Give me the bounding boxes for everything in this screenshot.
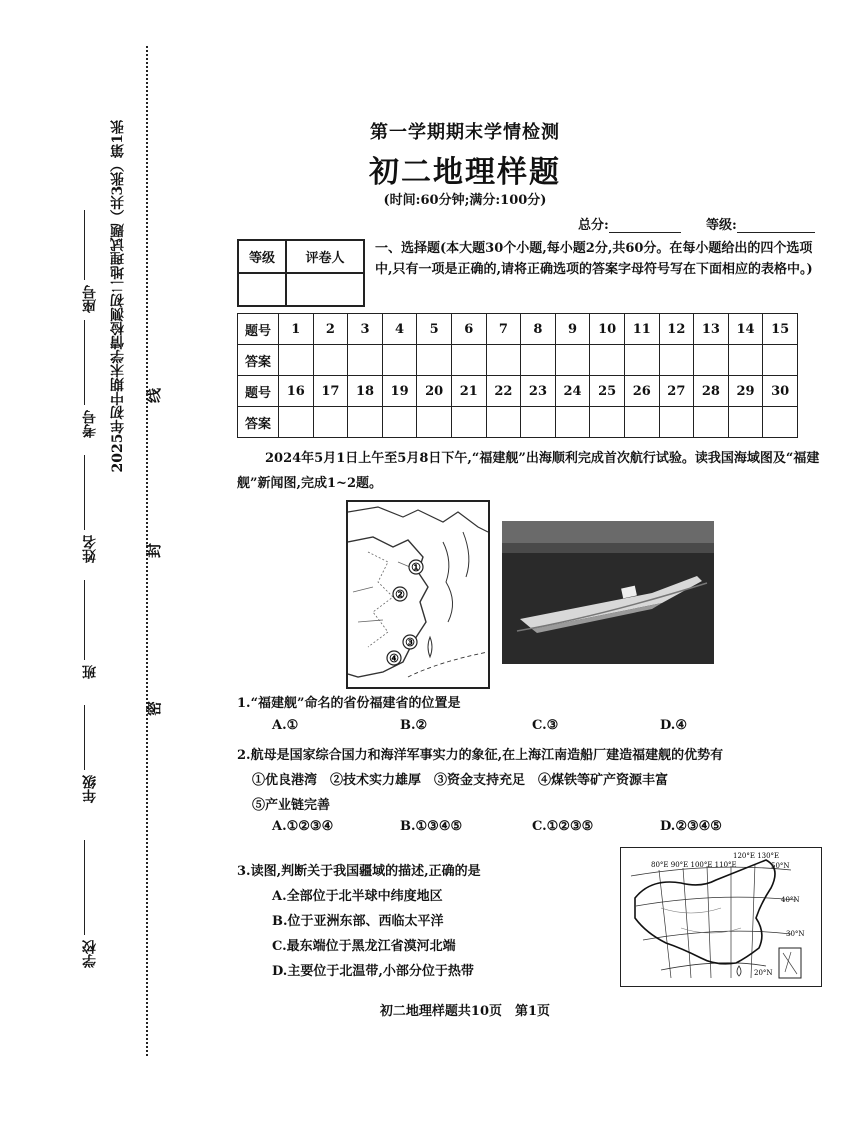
china-sea-map bbox=[346, 500, 490, 689]
grader-level-cell bbox=[238, 273, 286, 306]
level-label: 等级: bbox=[706, 218, 737, 233]
grader-col-grader: 评卷人 bbox=[286, 240, 364, 273]
level-blank bbox=[737, 218, 815, 233]
seal-line-char: 线 bbox=[145, 387, 164, 404]
q2-option-d[interactable]: D.②③④⑤ bbox=[660, 819, 722, 834]
answer-cell[interactable] bbox=[279, 345, 314, 376]
grade-blank bbox=[84, 705, 85, 770]
answer-cell[interactable] bbox=[486, 345, 521, 376]
map-label-50n: 50°N bbox=[771, 862, 790, 870]
exam-no-label: 考号 bbox=[82, 410, 98, 438]
answer-cell[interactable] bbox=[555, 407, 590, 438]
q3-option-b[interactable]: B.位于亚洲东部、西临太平洋 bbox=[272, 914, 444, 929]
q2-option-c[interactable]: C.①②③⑤ bbox=[532, 819, 594, 834]
answer-cell[interactable] bbox=[728, 345, 763, 376]
question-2-items-line1: ①优良港湾 ②技术实力雄厚 ③资金支持充足 ④煤铁等矿产资源丰富 bbox=[252, 773, 669, 788]
total-score-blank bbox=[609, 218, 681, 233]
exam-no-blank bbox=[84, 320, 85, 405]
sea-map-graphic bbox=[348, 502, 488, 687]
question-number: 24 bbox=[555, 376, 590, 407]
question-number: 27 bbox=[659, 376, 694, 407]
q1-option-b[interactable]: B.② bbox=[400, 718, 428, 733]
section1-instruction: 一、选择题(本大题30个小题,每小题2分,共60分。在每小题给出的四个选项中,只有一项是正确的,请将正确选项的答案字母符号写在下面相应的表格中。) bbox=[375, 241, 813, 277]
q1-option-d[interactable]: D.④ bbox=[660, 718, 687, 733]
question-number: 11 bbox=[624, 314, 659, 345]
class-blank bbox=[84, 580, 85, 660]
map-label-30n: 30°N bbox=[786, 930, 805, 938]
q3-option-d[interactable]: D.主要位于北温带,小部分位于热带 bbox=[272, 964, 474, 979]
grader-table bbox=[237, 239, 365, 307]
answer-table-row bbox=[238, 407, 798, 438]
question-number: 30 bbox=[763, 376, 798, 407]
grade-label: 年级 bbox=[82, 775, 98, 803]
question-number: 21 bbox=[451, 376, 486, 407]
answer-cell[interactable] bbox=[313, 407, 348, 438]
intro-paragraph: 2024年5月1日上午至5月8日下午,“福建舰”出海顺利完成首次航行试验。读我国海域图及“福建舰”新闻图,完成1~2题。 bbox=[237, 451, 820, 491]
answer-cell[interactable] bbox=[659, 407, 694, 438]
seal-dense-char: 密 bbox=[145, 700, 164, 717]
answer-table-row bbox=[238, 345, 798, 376]
question-number: 8 bbox=[521, 314, 556, 345]
question-number: 13 bbox=[694, 314, 729, 345]
map-label-20n: 20°N bbox=[754, 969, 773, 977]
answer-table-row bbox=[238, 376, 798, 407]
answer-cell[interactable] bbox=[521, 407, 556, 438]
total-score-label: 总分: bbox=[578, 218, 609, 233]
row-label-question: 题号 bbox=[238, 314, 279, 345]
answer-table bbox=[237, 313, 798, 438]
q2-option-b[interactable]: B.①③④⑤ bbox=[400, 819, 463, 834]
exam-title-small: 第一学期期末学情检测 bbox=[370, 122, 560, 143]
answer-cell[interactable] bbox=[694, 345, 729, 376]
question-number: 17 bbox=[313, 376, 348, 407]
question-number: 15 bbox=[763, 314, 798, 345]
question-number: 10 bbox=[590, 314, 625, 345]
answer-cell[interactable] bbox=[417, 345, 452, 376]
question-number: 7 bbox=[486, 314, 521, 345]
question-number: 12 bbox=[659, 314, 694, 345]
seat-blank bbox=[84, 210, 85, 280]
answer-cell[interactable] bbox=[763, 345, 798, 376]
q2-option-a[interactable]: A.①②③④ bbox=[272, 819, 334, 834]
question-number: 20 bbox=[417, 376, 452, 407]
question-number: 25 bbox=[590, 376, 625, 407]
question-number: 14 bbox=[728, 314, 763, 345]
map-marker-3: ③ bbox=[405, 636, 415, 649]
answer-table-row bbox=[238, 314, 798, 345]
side-header-text: 2025年初中期末学情检测初二地理试题（共3张）第1张 bbox=[110, 120, 126, 473]
answer-cell[interactable] bbox=[382, 407, 417, 438]
question-number: 6 bbox=[451, 314, 486, 345]
question-number: 19 bbox=[382, 376, 417, 407]
page-footer: 初二地理样题共10页 第1页 bbox=[379, 1004, 551, 1019]
answer-cell[interactable] bbox=[313, 345, 348, 376]
answer-cell[interactable] bbox=[590, 407, 625, 438]
seat-label: 座号 bbox=[82, 285, 98, 313]
exam-title-large: 初二地理样题 bbox=[369, 155, 561, 190]
question-1-stem: 1.“福建舰”命名的省份福建省的位置是 bbox=[237, 696, 461, 711]
grader-col-level: 等级 bbox=[238, 240, 286, 273]
q1-option-c[interactable]: C.③ bbox=[532, 718, 559, 733]
question-number: 3 bbox=[348, 314, 383, 345]
question-number: 16 bbox=[279, 376, 314, 407]
answer-cell[interactable] bbox=[694, 407, 729, 438]
exam-subtitle: (时间:60分钟;满分:100分) bbox=[383, 193, 547, 208]
q3-option-a[interactable]: A.全部位于北半球中纬度地区 bbox=[272, 889, 443, 904]
map-label-lon: 80°E 90°E 100°E 110°E bbox=[651, 861, 737, 869]
q3-option-c[interactable]: C.最东端位于黑龙江省漠河北端 bbox=[272, 939, 456, 954]
territory-map-graphic bbox=[621, 848, 821, 986]
school-blank bbox=[84, 840, 85, 935]
level-field bbox=[706, 214, 815, 233]
answer-cell[interactable] bbox=[624, 345, 659, 376]
answer-cell[interactable] bbox=[348, 345, 383, 376]
question-number: 4 bbox=[382, 314, 417, 345]
fujian-carrier-photo bbox=[502, 521, 714, 664]
answer-cell[interactable] bbox=[348, 407, 383, 438]
answer-cell[interactable] bbox=[763, 407, 798, 438]
map-label-top: 120°E 130°E bbox=[733, 852, 780, 860]
question-2-items-line2: ⑤产业链完善 bbox=[252, 798, 331, 813]
answer-cell[interactable] bbox=[417, 407, 452, 438]
answer-cell[interactable] bbox=[279, 407, 314, 438]
map-marker-2: ② bbox=[395, 588, 405, 601]
question-number: 26 bbox=[624, 376, 659, 407]
answer-cell[interactable] bbox=[451, 407, 486, 438]
answer-cell[interactable] bbox=[590, 345, 625, 376]
question-number: 22 bbox=[486, 376, 521, 407]
map-marker-4: ④ bbox=[389, 652, 399, 665]
answer-cell[interactable] bbox=[521, 345, 556, 376]
question-number: 29 bbox=[728, 376, 763, 407]
answer-cell[interactable] bbox=[728, 407, 763, 438]
answer-cell[interactable] bbox=[382, 345, 417, 376]
answer-cell[interactable] bbox=[486, 407, 521, 438]
question-number: 2 bbox=[313, 314, 348, 345]
answer-cell[interactable] bbox=[555, 345, 590, 376]
map-label-40n: 40°N bbox=[781, 896, 800, 904]
row-label-answer: 答案 bbox=[238, 407, 279, 438]
total-score bbox=[578, 214, 681, 233]
seal-seal-char: 封 bbox=[145, 542, 164, 559]
carrier-photo-graphic bbox=[502, 521, 714, 664]
q1-option-a[interactable]: A.① bbox=[272, 718, 299, 733]
question-2-stem: 2.航母是国家综合国力和海洋军事实力的象征,在上海江南造船厂建造福建舰的优势有 bbox=[237, 748, 724, 763]
question-number: 5 bbox=[417, 314, 452, 345]
china-territory-map bbox=[620, 847, 822, 987]
question-3-stem: 3.读图,判断关于我国疆域的描述,正确的是 bbox=[237, 864, 481, 879]
answer-cell[interactable] bbox=[624, 407, 659, 438]
grader-grader-cell bbox=[286, 273, 364, 306]
name-blank bbox=[84, 455, 85, 530]
question-number: 28 bbox=[694, 376, 729, 407]
question-number: 9 bbox=[555, 314, 590, 345]
question-number: 1 bbox=[279, 314, 314, 345]
answer-cell[interactable] bbox=[659, 345, 694, 376]
name-label: 姓名 bbox=[82, 535, 98, 563]
question-number: 18 bbox=[348, 376, 383, 407]
row-label-question: 题号 bbox=[238, 376, 279, 407]
class-label: 班 bbox=[82, 665, 98, 679]
row-label-answer: 答案 bbox=[238, 345, 279, 376]
map-marker-1: ① bbox=[411, 561, 421, 574]
answer-cell[interactable] bbox=[451, 345, 486, 376]
question-number: 23 bbox=[521, 376, 556, 407]
school-label: 学校 bbox=[82, 940, 98, 968]
